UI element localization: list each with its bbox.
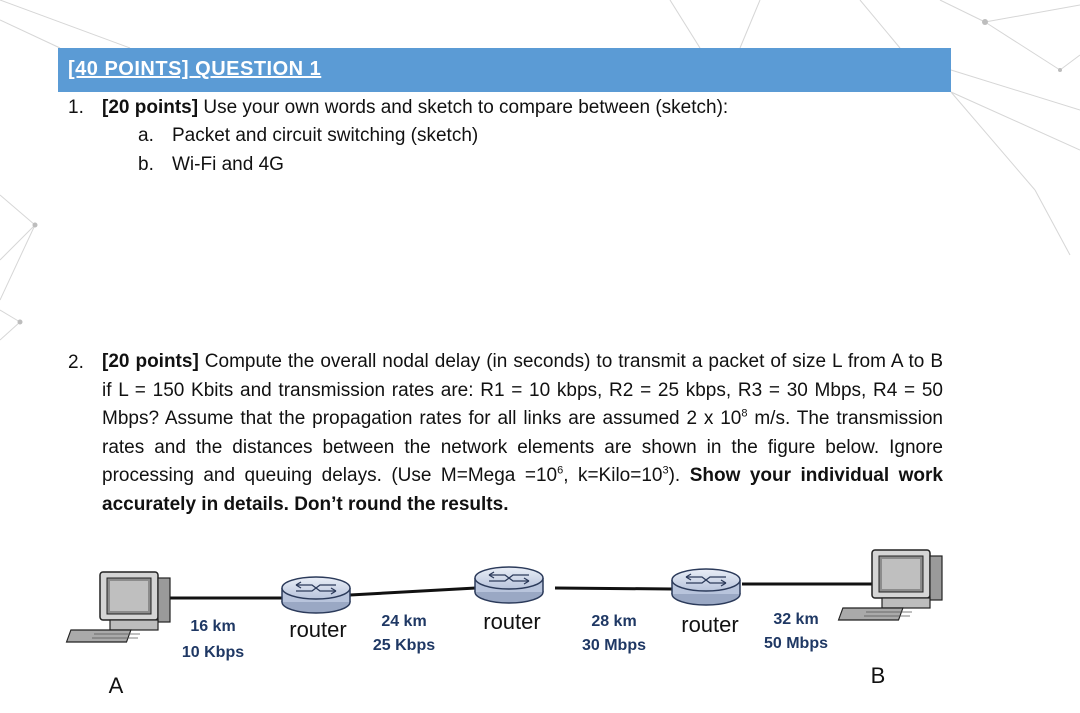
question-2-text-1: Compute the overall nodal delay (in seconds) to transmit a packet of size L from A to B if L = 150 Kbits and transmission rates are: R1 = 10 kbps, R2 = 25 kbps, R3 = 30 Mbps, R4 = 50 Mbps? Assume that the propagation rates for all links are assumed 2 x 10 bbox=[102, 351, 944, 430]
section-header bbox=[58, 48, 951, 92]
question-1a-marker: a. bbox=[138, 125, 154, 146]
question-2-prompt bbox=[102, 348, 943, 520]
host-b-label: B bbox=[870, 663, 886, 688]
question-1-prompt bbox=[102, 95, 728, 121]
question-1b-text: Wi-Fi and 4G bbox=[172, 154, 284, 175]
question-1-points: [20 points] bbox=[102, 97, 199, 118]
question-1a-text: Packet and circuit switching (sketch) bbox=[172, 125, 479, 146]
network-diagram bbox=[0, 540, 1080, 713]
exponent-8: 8 bbox=[741, 407, 748, 420]
question-1-text: Use your own words and sketch to compare between (sketch): bbox=[198, 97, 729, 118]
link-2-rate: 25 Kbps bbox=[372, 637, 436, 654]
question-2-text-3: , k=Kilo=10 bbox=[563, 465, 663, 487]
router-2-label: router bbox=[483, 609, 541, 634]
link-2-distance: 24 km bbox=[381, 613, 427, 630]
router-3-icon bbox=[672, 569, 740, 605]
router-1-label: router bbox=[289, 617, 347, 642]
link-2-line bbox=[350, 588, 476, 595]
link-3-rate: 30 Mbps bbox=[581, 637, 647, 654]
host-a-label: A bbox=[108, 673, 124, 698]
router-1-icon bbox=[282, 577, 350, 613]
question-2-number: 2. bbox=[68, 352, 84, 373]
exponent-3: 3 bbox=[662, 465, 669, 478]
router-3-label: router bbox=[681, 612, 739, 637]
question-2-points: [20 points] bbox=[102, 351, 199, 372]
link-4-distance: 32 km bbox=[773, 611, 819, 628]
section-title: [40 POINTS] QUESTION 1 bbox=[68, 58, 322, 80]
question-1b-marker: b. bbox=[138, 154, 154, 175]
question-2-instruction: Show your individual work accurately in details. Don’t round the results. bbox=[102, 465, 943, 515]
exponent-6: 6 bbox=[557, 465, 564, 478]
question-1-number: 1. bbox=[68, 97, 84, 118]
link-3-distance: 28 km bbox=[591, 613, 637, 630]
question-2-text-2: m/s. The transmission rates and the distances between the network elements are shown in the figure below. Ignore processing and queuing delays. (Use M=Mega =10 bbox=[102, 408, 943, 487]
link-1-distance: 16 km bbox=[190, 618, 236, 635]
router-2-icon bbox=[475, 567, 543, 603]
link-3-line bbox=[555, 588, 672, 589]
link-1-rate: 10 Kbps bbox=[181, 644, 245, 661]
question-2-text-4: ). bbox=[668, 465, 690, 487]
link-4-rate: 50 Mbps bbox=[763, 635, 829, 652]
host-a-computer-icon bbox=[67, 572, 170, 642]
